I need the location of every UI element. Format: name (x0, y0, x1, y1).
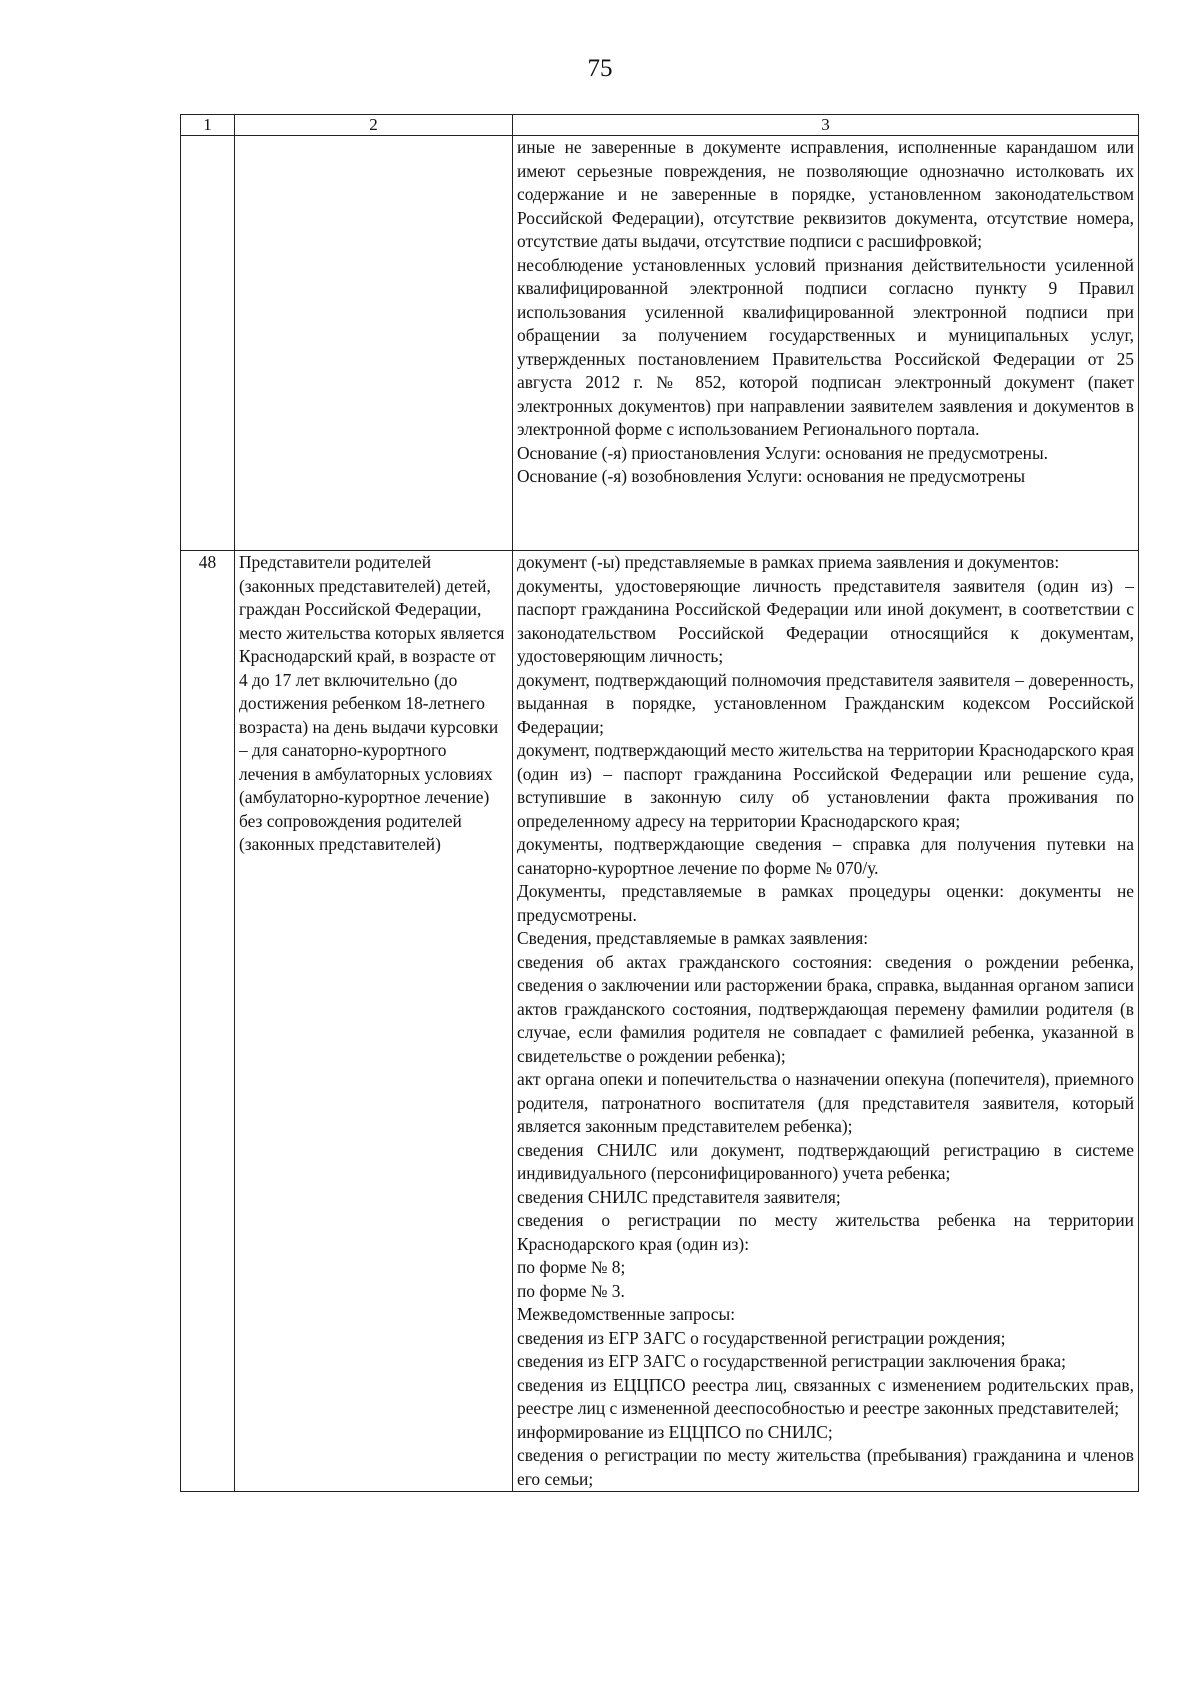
row-number-cell: 48 (181, 551, 235, 1492)
content-paragraph: Сведения, представляемые в рамках заявления: (517, 928, 869, 948)
content-paragraph: сведения из ЕГР ЗАГС о государственной регистрации заключения брака; (517, 1351, 1066, 1371)
row-content-cell (513, 136, 1139, 551)
content-paragraph: сведения из ЕЦЦПСО реестра лиц, связанных с изменением родительских прав, реестре лиц с измененной дееспособностью и реестре законных представителей; (517, 1374, 1134, 1418)
content-paragraph: Документы, представляемые в рамках процедуры оценки: документы не предусмотрены. (517, 881, 1134, 925)
content-paragraph: документ (-ы) представляемые в рамках приема заявления и документов: (517, 552, 1060, 572)
row-description-cell (235, 136, 513, 551)
table-row-continuation (181, 136, 1139, 551)
table-header-row (181, 115, 1139, 136)
page-number: 75 (587, 55, 613, 82)
content-paragraph: документы, удостоверяющие личность представителя заявителя (один из) – паспорт гражданина Российской Федерации или иной документ, в соответствии с законодательством Российской Федерации относящийся к документам, удостоверяющим личность; (517, 575, 1134, 666)
content-paragraph: сведения о регистрации по месту жительства (пребывания) гражданина и членов его семьи; (517, 1445, 1134, 1489)
content-paragraph: документы, подтверждающие сведения – справка для получения путевки на санаторно-курортное лечение по форме № 070/у. (517, 834, 1134, 878)
row-number-cell (181, 136, 235, 551)
table-row-48 (181, 551, 1139, 1492)
row-content-cell (513, 551, 1139, 1492)
column-header-3: 3 (513, 115, 1139, 136)
content-paragraph: сведения о регистрации по месту жительства ребенка на территории Краснодарского края (один из): (517, 1210, 1134, 1254)
content-paragraph: документ, подтверждающий место жительства на территории Краснодарского края (один из) – паспорт гражданина Российской Федерации или решение суда, вступившие в законную силу об установлении факта проживания по определенному адресу на территории Краснодарского края; (517, 740, 1134, 831)
content-paragraph: информирование из ЕЦЦПСО по СНИЛС; (517, 1421, 833, 1442)
content-paragraph: несоблюдение установленных условий признания действительности усиленной квалифицированной электронной подписи согласно пункту 9 Правил использования усиленной квалифицированной электронной подписи при обращении за получением государственных и муниципальных услуг, утвержденных постановлением Правительства Российской Федерации от 25 августа 2012 г. № 852, которой подписан электронный документ (пакет электронных документов) при направлении заявителем заявления и документов в электронной форме с использованием Регионального портала. (517, 254, 1134, 439)
column-header-2: 2 (235, 115, 513, 136)
content-paragraph: сведения СНИЛС или документ, подтверждающий регистрацию в системе индивидуального (персонифицированного) учета ребенка; (517, 1139, 1134, 1183)
content-paragraph: Межведомственные запросы: (517, 1304, 736, 1324)
content-paragraph: иные не заверенные в документе исправления, исполненные карандашом или имеют серьезные повреждения, не позволяющие однозначно истолковать их содержание и не заверенные в порядке, установленном законодательством Российской Федерации), отсутствие реквизитов документа, отсутствие номера, отсутствие даты выдачи, отсутствие подписи с расшифровкой; (517, 137, 1134, 251)
column-header-1: 1 (181, 115, 235, 136)
content-paragraph: акт органа опеки и попечительства о назначении опекуна (попечителя), приемного родителя, патронатного воспитателя (для представителя заявителя, который является законным представителем ребенка); (517, 1069, 1134, 1136)
content-paragraph: сведения об актах гражданского состояния: сведения о рождении ребенка, сведения о заключении или расторжении брака, справка, выданная органом записи актов гражданского состояния, подтверждающая перемену фамилии родителя (в случае, если фамилия родителя не совпадает с фамилией ребенка, указанной в свидетельстве о рождении ребенка); (517, 951, 1134, 1066)
document-table (180, 114, 1139, 1492)
content-paragraph: Основание (-я) возобновления Услуги: основания не предусмотрены (517, 466, 1026, 486)
content-paragraph: по форме № 3. (517, 1280, 625, 1301)
content-paragraph: сведения из ЕГР ЗАГС о государственной регистрации рождения; (517, 1327, 1006, 1348)
content-paragraph: сведения СНИЛС представителя заявителя; (517, 1186, 841, 1207)
row-description-cell: Представители родителей (законных представителей) детей, граждан Российской Федерации, место жительства которых является Краснодарский край, в возрасте от 4 до 17 лет включительно (до достижения ребенком 18-летнего возраста) на день выдачи курсовки – для санаторно-курортного лечения в амбулаторных условиях (амбулаторно-курортное лечение) без сопровождения родителей (законных представителей) (235, 551, 513, 1492)
content-paragraph: документ, подтверждающий полномочия представителя заявителя – доверенность, выданная в порядке, установленном Гражданским кодексом Российской Федерации; (517, 669, 1134, 737)
content-paragraph: Основание (-я) приостановления Услуги: основания не предусмотрены. (517, 442, 1049, 463)
content-paragraph: по форме № 8; (517, 1257, 626, 1277)
